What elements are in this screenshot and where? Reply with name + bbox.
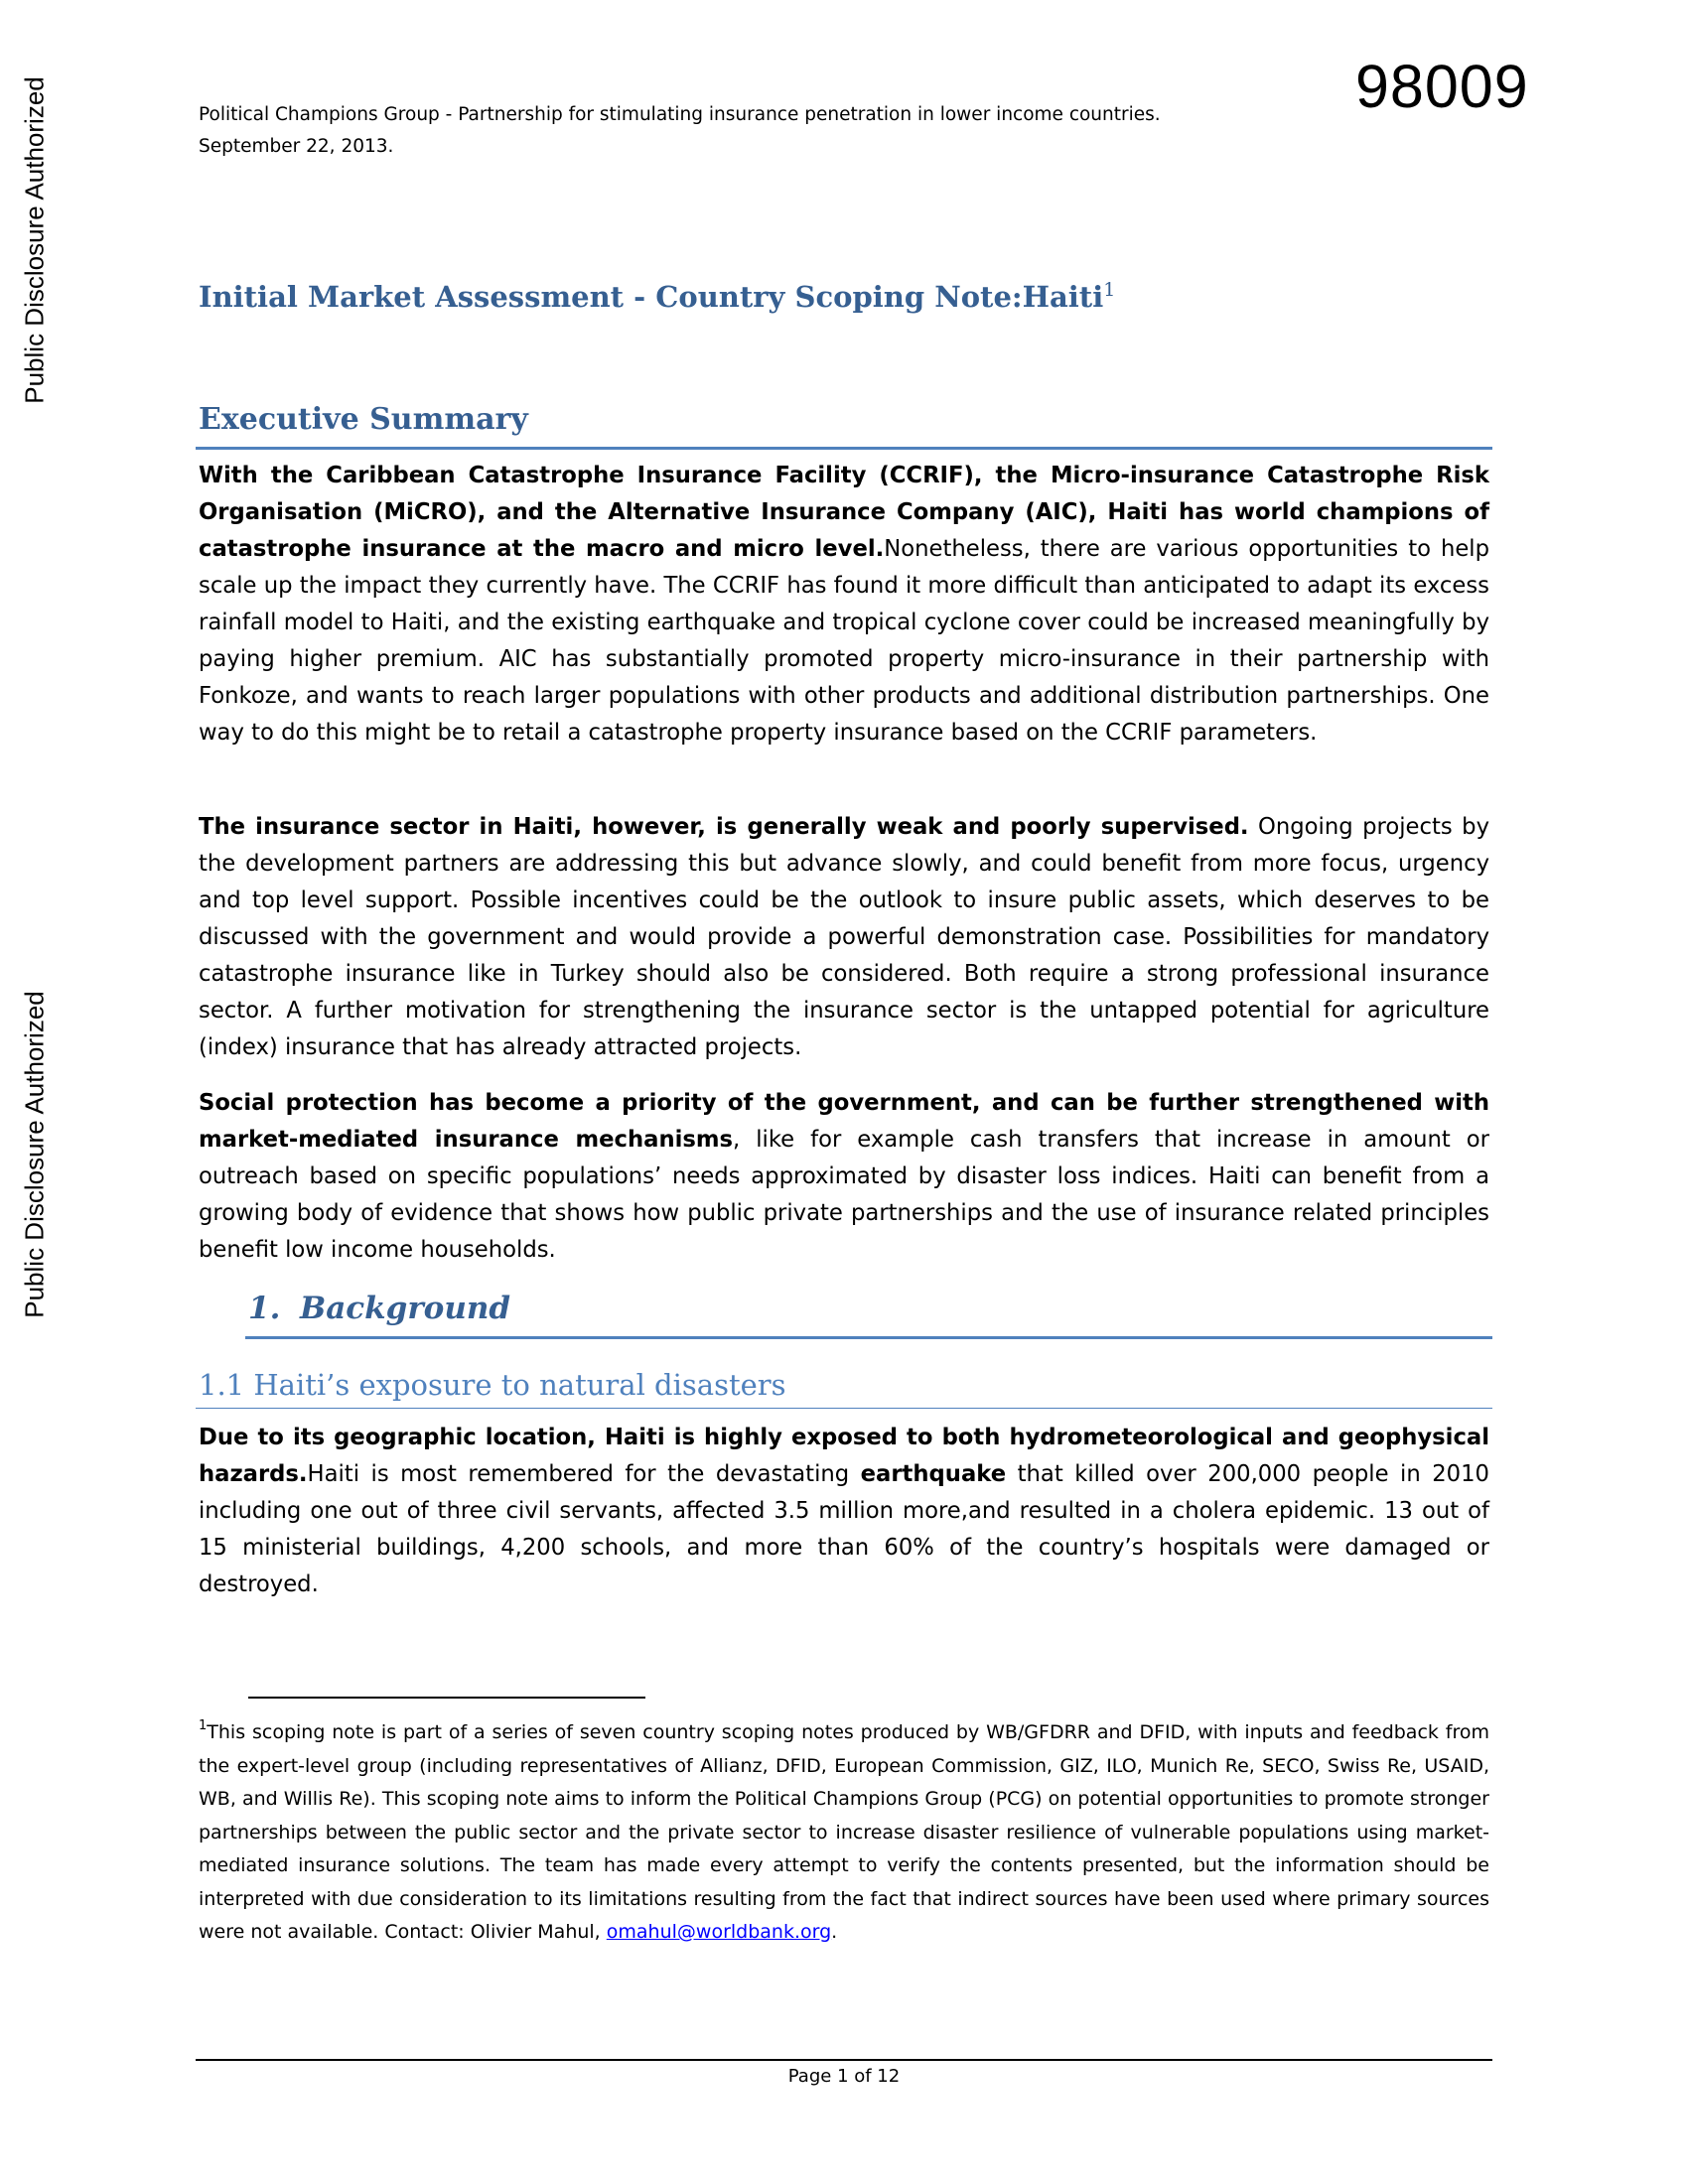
- paragraph-lead: With the Caribbean Catastrophe Insurance Facility (CCRIF), the Micro-insurance Catastrophe Risk Organisation (MiCRO), and the Alternative Insurance Company (AIC), Haiti has world champions of catastrophe insurance at the macro and micro level.: [199, 463, 1489, 562]
- page-number: Page 1 of 12: [787, 2066, 901, 2087]
- header-date: September 22, 2013.: [199, 136, 394, 157]
- paragraph-body: Ongoing projects by the development partners are addressing this but advance slowly, and could benefit from more focus, urgency and top level support. Possible incentives could be the outlook to insure public assets, which deserves to be discussed with the government and would provide a powerful demonstration case. Possibilities for mandatory catastrophe insurance like in Turkey should also be considered. Both require a strong professional insurance sector. A further motivation for strengthening the insurance sector is the untapped potential for agriculture (index) insurance that has already attracted projects.: [199, 814, 1489, 1060]
- section-number: 1.: [248, 1291, 281, 1326]
- document-number: 98009: [1355, 53, 1529, 120]
- paragraph-body: that killed over 200,000 people in 2010 including one out of three civil servants, affected 3.5 million more,and resulted in a cholera epidemic. 13 out of 15 ministerial buildings, 4,200 schools, and more than 60% of the country’s hospitals were damaged or destroyed.: [199, 1461, 1489, 1597]
- paragraph-lead: Due to its geographic location, Haiti is highly exposed to both hydrometeorological and geophysical hazards.: [199, 1425, 1489, 1487]
- paragraph-body: Nonetheless, there are various opportunities to help scale up the impact they currently have. The CCRIF has found it more difficult than anticipated to adapt its excess rainfall model to Haiti, and the existing earthquake and tropical cyclone cover could be increased meaningfully by paying higher premium. AIC has substantially promoted property micro-insurance in their partnership with Fonkoze, and wants to reach larger populations with other products and additional distribution partnerships. One way to do this might be to retail a catastrophe property insurance based on the CCRIF parameters.: [199, 536, 1489, 746]
- disclosure-stamp: Public Disclosure Authorized: [19, 991, 50, 1318]
- paragraph: [199, 809, 1489, 1066]
- heading-rule: [245, 1336, 1492, 1339]
- paragraph-lead: Social protection has become a priority of the government, and can be further strengthened with market-mediated insurance mechanisms: [199, 1090, 1489, 1153]
- paragraph: [199, 1420, 1489, 1603]
- background-heading: [248, 1291, 510, 1326]
- footnote: [199, 1709, 1489, 1950]
- running-header: [199, 99, 1340, 163]
- footnote-separator: [248, 1697, 645, 1699]
- paragraph: [199, 458, 1489, 751]
- section-title: Background: [300, 1291, 511, 1326]
- document-title: [199, 279, 1115, 314]
- paragraph: [199, 1085, 1489, 1269]
- executive-summary-heading: Executive Summary: [199, 402, 528, 437]
- disclosure-stamp: Public Disclosure Authorized: [19, 76, 50, 404]
- footnote-end: .: [831, 1921, 838, 1943]
- title-text: Initial Market Assessment - Country Scoping Note:Haiti: [199, 280, 1104, 314]
- heading-rule: [196, 447, 1492, 450]
- paragraph-body: Haiti is most remembered for the devastating: [307, 1461, 861, 1487]
- footnote-text: This scoping note is part of a series of seven country scoping notes produced by WB/GFDRR and DFID, with inputs and feedback from the expert-level group (including representatives of Allianz, DFID, European Commission, GIZ, ILO, Munich Re, SECO, Swiss Re, USAID, WB, and Willis Re). This scoping note aims to inform the Political Champions Group (PCG) on potential opportunities to promote stronger partnerships between the public sector and the private sector to increase disaster resilience of vulnerable populations using market-mediated insurance solutions. The team has made every attempt to verify the contents presented, but the information should be interpreted with due consideration to its limitations resulting from the fact that indirect sources have been used where primary sources were not available. Contact: Olivier Mahul,: [199, 1721, 1489, 1943]
- subheading-rule: [196, 1408, 1492, 1409]
- paragraph-body: , like for example cash transfers that increase in amount or outreach based on specific populations’ needs approximated by disaster loss indices. Haiti can benefit from a growing body of evidence that shows how public private partnerships and the use of insurance related principles benefit low income households.: [199, 1127, 1489, 1263]
- footnote-reference[interactable]: 1: [1103, 279, 1116, 301]
- email-link[interactable]: omahul@worldbank.org: [606, 1921, 832, 1943]
- emphasis-text: earthquake: [860, 1461, 1007, 1487]
- footnote-marker: 1: [199, 1718, 208, 1733]
- paragraph-lead: The insurance sector in Haiti, however, is generally weak and poorly supervised.: [199, 814, 1249, 840]
- footer-rule: [196, 2059, 1492, 2061]
- header-line: Political Champions Group - Partnership for stimulating insurance penetration in lower income countries.: [199, 104, 1161, 125]
- subsection-heading: 1.1 Haiti’s exposure to natural disasters: [199, 1368, 786, 1402]
